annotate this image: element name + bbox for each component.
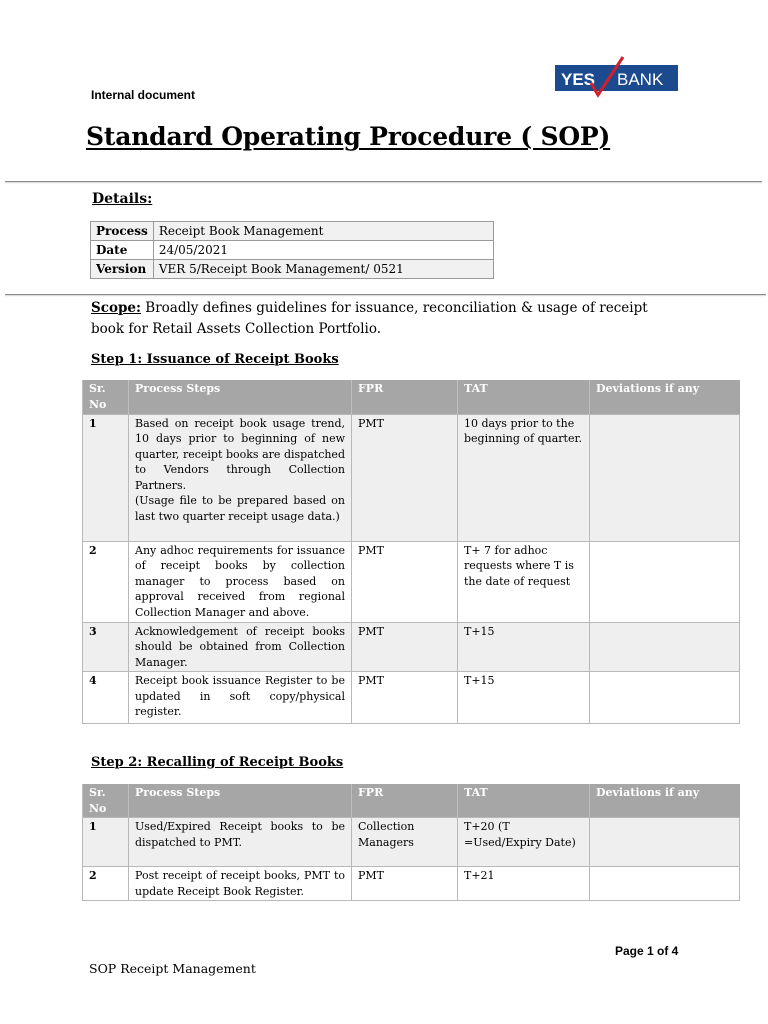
cell-deviations (590, 818, 740, 867)
page-title: Standard Operating Procedure ( SOP) (86, 122, 611, 151)
cell-sr-no: 3 (83, 622, 129, 672)
table-row (83, 541, 740, 622)
col-header-sr-no: Sr. No (83, 380, 129, 414)
details-key: Version (91, 260, 154, 279)
details-divider (5, 294, 766, 295)
cell-sr-no: 4 (83, 672, 129, 724)
scope-paragraph (91, 298, 681, 340)
cell-tat: 10 days prior to the beginning of quarter. (458, 414, 590, 541)
details-value: VER 5/Receipt Book Management/ 0521 (153, 260, 493, 279)
logo-word-bank: BANK (617, 70, 664, 89)
footer-document-name: SOP Receipt Management (89, 961, 256, 976)
cell-tat: T+ 7 for adhoc requests where T is the date of request (458, 541, 590, 622)
details-key: Process (91, 222, 154, 241)
cell-fpr: PMT (352, 622, 458, 672)
cell-process: Post receipt of receipt books, PMT to update Receipt Book Register. (129, 867, 352, 901)
cell-process-note: (Usage file to be prepared based on last two quarter receipt usage data.) (135, 494, 345, 523)
col-header-deviations: Deviations if any (590, 380, 740, 414)
details-table (90, 221, 494, 279)
col-header-process-steps: Process Steps (129, 380, 352, 414)
yes-bank-logo (555, 55, 678, 100)
cell-fpr: Collection Managers (352, 818, 458, 867)
cell-process (129, 414, 352, 541)
cell-process: Acknowledgement of receipt books should be obtained from Collection Manager. (129, 622, 352, 672)
table-row (83, 867, 740, 901)
col-header-process-steps: Process Steps (129, 784, 352, 818)
col-header-fpr: FPR (352, 784, 458, 818)
cell-deviations (590, 414, 740, 541)
col-header-tat: TAT (458, 784, 590, 818)
cell-sr-no: 1 (83, 818, 129, 867)
cell-fpr: PMT (352, 414, 458, 541)
cell-sr-no: 2 (83, 541, 129, 622)
scope-label: Scope: (91, 300, 141, 316)
cell-fpr: PMT (352, 867, 458, 901)
cell-process: Any adhoc requirements for issuance of receipt books by collection manager to process based on approval received from regional Collection Manager and above. (129, 541, 352, 622)
cell-process-text: Based on receipt book usage trend, 10 days prior to beginning of new quarter, receipt books are dispatched to Vendors through Collection Partners. (135, 416, 345, 492)
details-row-version (91, 260, 494, 279)
col-header-sr-no: Sr. No (83, 784, 129, 818)
details-value: Receipt Book Management (153, 222, 493, 241)
step2-table (82, 784, 740, 901)
cell-tat: T+15 (458, 622, 590, 672)
cell-tat: T+21 (458, 867, 590, 901)
cell-tat: T+15 (458, 672, 590, 724)
details-heading: Details: (92, 191, 153, 207)
cell-fpr: PMT (352, 672, 458, 724)
step1-heading: Step 1: Issuance of Receipt Books (91, 352, 339, 367)
cell-fpr: PMT (352, 541, 458, 622)
cell-process: Used/Expired Receipt books to be dispatched to PMT. (129, 818, 352, 867)
col-header-deviations: Deviations if any (590, 784, 740, 818)
table-row (83, 672, 740, 724)
internal-document-label: Internal document (91, 88, 196, 102)
cell-sr-no: 1 (83, 414, 129, 541)
details-row-process (91, 222, 494, 241)
cell-deviations (590, 867, 740, 901)
cell-tat: T+20 (T =Used/Expiry Date) (458, 818, 590, 867)
table-header-row (83, 380, 740, 414)
cell-deviations (590, 672, 740, 724)
table-row (83, 622, 740, 672)
page-number: Page 1 of 4 (615, 944, 679, 958)
details-key: Date (91, 241, 154, 260)
table-row (83, 414, 740, 541)
scope-text: Broadly defines guidelines for issuance, reconciliation & usage of receipt book for Retail Assets Collection Portfolio. (91, 300, 648, 337)
cell-process: Receipt book issuance Register to be updated in soft copy/physical register. (129, 672, 352, 724)
cell-deviations (590, 541, 740, 622)
step1-table (82, 380, 740, 724)
title-divider (5, 181, 762, 182)
col-header-fpr: FPR (352, 380, 458, 414)
step2-heading: Step 2: Recalling of Receipt Books (91, 755, 344, 770)
table-header-row (83, 784, 740, 818)
col-header-tat: TAT (458, 380, 590, 414)
table-row (83, 818, 740, 867)
cell-sr-no: 2 (83, 867, 129, 901)
cell-deviations (590, 622, 740, 672)
logo-word-yes: YES (561, 70, 596, 89)
details-value: 24/05/2021 (153, 241, 493, 260)
details-row-date (91, 241, 494, 260)
